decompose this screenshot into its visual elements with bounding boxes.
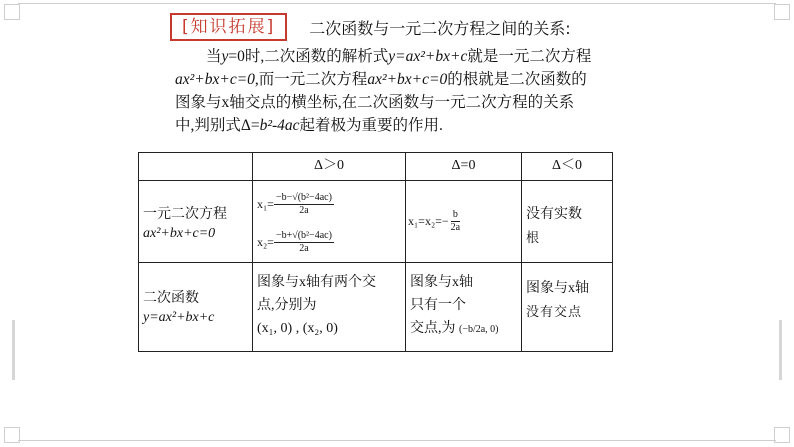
table-cell	[522, 181, 613, 263]
cell-text: 交点,为 (−b/2a, 0)	[410, 321, 499, 336]
explanation-paragraph	[175, 45, 625, 137]
corner-ornament	[4, 4, 20, 20]
table-cell	[406, 181, 522, 263]
paragraph-line: 中,判别式Δ=b²-4ac起着极为重要的作用.	[175, 117, 443, 134]
row-label-formula: ax²+bx+c=0	[143, 226, 216, 241]
table-row	[139, 263, 613, 352]
root-x2: x₂= $\frac{\text{−b+√(b²−4ac)}}{2a}$	[257, 229, 332, 254]
table-cell	[522, 263, 613, 352]
table-header-cell: Δ＞0	[253, 153, 406, 181]
bottom-border	[18, 440, 776, 441]
heading-row	[170, 12, 571, 42]
side-ornament	[779, 320, 782, 380]
table-row	[139, 181, 613, 263]
cell-text: 图象与x轴	[526, 281, 589, 296]
row-label: 一元二次方程	[143, 207, 227, 222]
top-border	[18, 3, 776, 4]
section-title: 二次函数与一元二次方程之间的关系:	[309, 18, 571, 38]
paragraph-line: 当y=0时,二次函数的解析式y=ax²+bx+c就是一元二次方程ax²+bx+c=0,而一元二次方程ax²+bx+c=0的根就是二次函数的	[175, 48, 592, 88]
no-real-root-text: 没有实数	[526, 207, 582, 222]
table-header-cell	[139, 153, 253, 181]
side-ornament	[12, 320, 15, 380]
row-label: 二次函数	[143, 291, 199, 306]
table-cell	[253, 181, 406, 263]
cell-text: 图象与x轴有两个交	[257, 275, 376, 290]
row-label-formula: y=ax²+bx+c	[143, 310, 215, 325]
paragraph-line: 图象与x轴交点的横坐标,在二次函数与一元二次方程的关系	[175, 94, 575, 111]
relationship-table	[138, 152, 613, 352]
vertex-point: (−b/2a, 0)	[459, 324, 499, 335]
corner-ornament	[4, 427, 20, 443]
table-cell	[406, 263, 522, 352]
cell-text: 没有交点	[526, 304, 583, 319]
cell-text: 图象与x轴	[410, 275, 473, 290]
cell-text: 只有一个	[410, 298, 466, 313]
cell-text: 点,分别为	[257, 298, 317, 313]
table-cell	[253, 263, 406, 352]
table-header-cell: Δ＜0	[522, 153, 613, 181]
corner-ornament	[774, 4, 790, 20]
root-x1: x₁= $\frac{\text{−b−√(b²−4ac)}}{2a}$	[257, 191, 332, 216]
no-real-root-text: 根	[526, 230, 541, 245]
knowledge-badge: [知识拓展]	[170, 13, 287, 41]
table-header-cell: Δ=0	[406, 153, 522, 181]
intersection-points: (x₁, 0) , (x₂, 0)	[257, 321, 338, 336]
double-root: x₁=x₂=− $\frac{b}{2a}$	[408, 209, 461, 233]
table-cell	[139, 181, 253, 263]
corner-ornament	[774, 427, 790, 443]
table-cell	[139, 263, 253, 352]
table-header-row	[139, 153, 613, 181]
